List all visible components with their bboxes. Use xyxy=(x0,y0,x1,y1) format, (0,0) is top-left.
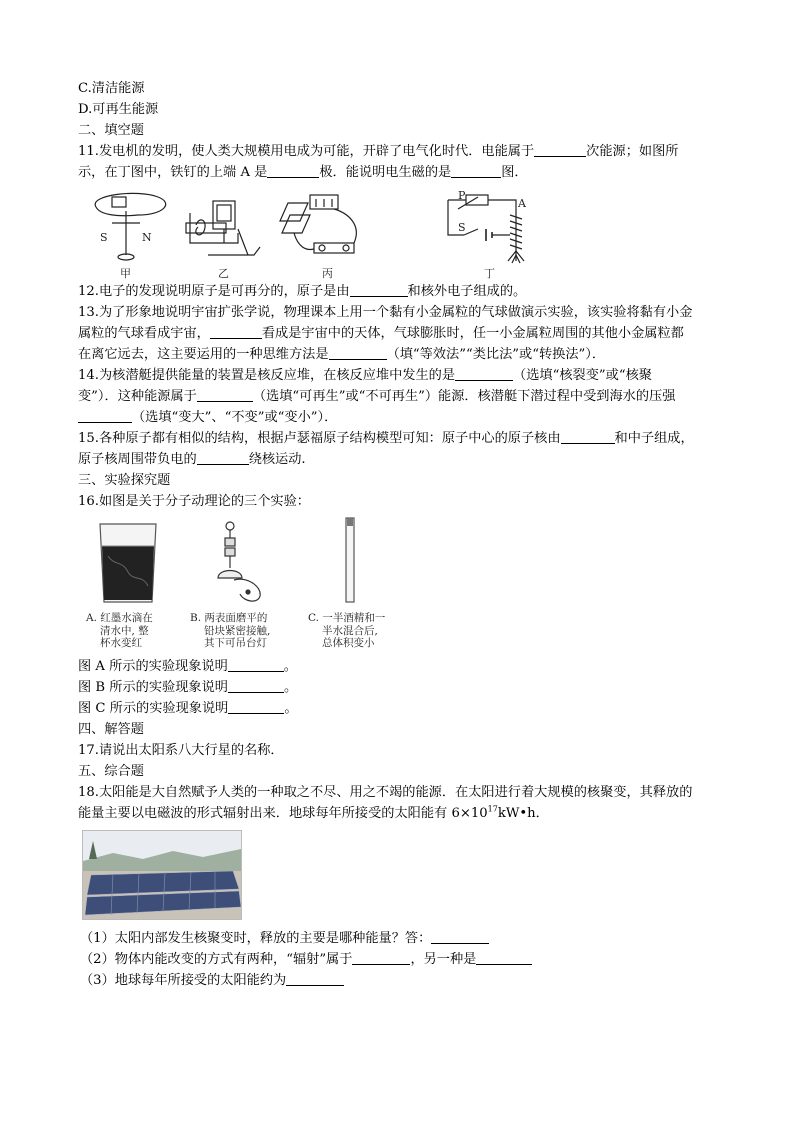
section-experiment-heading: 三、实验探究题 xyxy=(78,473,171,488)
q13-blank-2[interactable] xyxy=(329,345,387,360)
q11-fig-label-ding: 丁 xyxy=(484,267,495,280)
q11-blank-2[interactable] xyxy=(267,163,319,178)
option-d: D.可再生能源 xyxy=(78,102,159,117)
q11-fig-label-jia: 甲 xyxy=(120,267,131,280)
q16-blank-b[interactable] xyxy=(228,678,284,693)
q15-blank-2[interactable] xyxy=(197,450,249,465)
alcohol-water-tube-image xyxy=(306,516,396,606)
q14-blank-1[interactable] xyxy=(455,366,513,381)
q13-line2: 属粒的气球看成宇宙， 看成是宇宙中的天体，气球膨胀时，任一小金属粒周围的其他小金属粒都 xyxy=(78,326,684,341)
q11-fig-label-bing: 丙 xyxy=(322,267,333,280)
q11-fig-mark-a: A xyxy=(518,197,526,210)
q15-line2: 原子核周围带负电的 绕核运动. xyxy=(78,452,306,467)
q18-blank-2[interactable] xyxy=(352,950,410,965)
q13-blank-1[interactable] xyxy=(210,324,262,339)
q16-title: 16.如图是关于分子动理论的三个实验： xyxy=(78,494,310,509)
q13-line1: 13.为了形象地说明宇宙扩张学说，物理课本上用一个黏有小金属粒的气球做演示实验，该实验将黏有小金 xyxy=(78,305,693,320)
q11-fig-mark-p: P xyxy=(458,189,466,202)
worksheet-page xyxy=(78,78,720,991)
q11-fig-mark-n: N xyxy=(142,231,152,244)
q16-answer-c: 图 C 所示的实验现象说明 。 xyxy=(78,701,298,716)
section-fill-heading: 二、填空题 xyxy=(78,123,144,138)
q12: 12.电子的发现说明原子是可再分的，原子是由 和核外电子组成的。 xyxy=(78,284,527,299)
q18-blank-3[interactable] xyxy=(476,950,532,965)
q16-caption-c: C. 一半酒精和一 半水混合后, 总体积变小 xyxy=(308,612,386,649)
q11-figure-illustration xyxy=(78,185,558,281)
q11-line2: 示，在丁图中，铁钉的上端 A 是 极．能说明电生磁的是 图． xyxy=(78,165,528,180)
q15-line1: 15.各种原子都有相似的结构，根据卢瑟福原子结构模型可知：原子中心的原子核由 和中子组成， xyxy=(78,431,694,446)
q16-answer-b: 图 B 所示的实验现象说明 。 xyxy=(78,680,298,695)
lead-blocks-lamp-image xyxy=(190,516,300,606)
q14-line1: 14.为核潜艇提供能量的装置是核反应堆，在核反应堆中发生的是 （选填“核裂变”或“核聚 xyxy=(78,368,652,383)
q18-sub3: （3）地球每年所接受的太阳能约为 xyxy=(78,970,720,991)
solar-panel-image xyxy=(83,831,241,919)
solar-panel-photo xyxy=(82,830,242,920)
q16-answer-a: 图 A 所示的实验现象说明 。 xyxy=(78,659,297,674)
section-comprehensive-heading: 五、综合题 xyxy=(78,764,144,779)
q11-fig-mark-s2: S xyxy=(458,221,466,234)
q14-blank-3[interactable] xyxy=(78,408,132,423)
q17: 17.请说出太阳系八大行星的名称． xyxy=(78,743,284,758)
q15-blank-1[interactable] xyxy=(561,429,615,444)
q18-sub2: （2）物体内能改变的方式有两种，“辐射”属于 ，另一种是 xyxy=(78,949,720,970)
q18-sub1: （1）太阳内部发生核聚变时，释放的主要是哪种能量？答： xyxy=(78,928,720,949)
q16-caption-b: B. 两表面磨平的 铅块紧密接触, 其下可吊台灯 xyxy=(190,612,271,649)
q16-blank-c[interactable] xyxy=(228,699,284,714)
q14-blank-2[interactable] xyxy=(197,387,253,402)
q18-line2: 能量主要以电磁波的形式辐射出来．地球每年所接受的太阳能有 $6\times 10^{17}kW•h$． xyxy=(78,804,549,821)
q18-blank-4[interactable] xyxy=(286,971,344,986)
q13-line3: 在离它远去，这主要运用的一种思维方法是 （填“等效法”“类比法”或“转换法”）． xyxy=(78,347,606,362)
q11-figures xyxy=(78,185,720,281)
q14-line3: （选填“变大”、“不变”或“变小”）． xyxy=(78,407,720,428)
q12-blank[interactable] xyxy=(350,282,408,297)
section-answer-heading: 四、解答题 xyxy=(78,722,144,737)
q11-blank-1[interactable] xyxy=(534,142,586,157)
q16-panel-c xyxy=(306,516,396,656)
q18-line1: 18.太阳能是大自然赋予人类的一种取之不尽、用之不竭的能源．在太阳进行着大规模的核聚变，其释放的 xyxy=(78,785,693,800)
q14-line2: 变”）．这种能源属于 （选填“可再生”或“不可再生”）能源．核潜艇下潜过程中受到海水的压强 xyxy=(78,389,676,404)
q16-panel-a xyxy=(78,516,182,656)
option-c: C.清洁能源 xyxy=(78,81,145,96)
q16-panel-b xyxy=(190,516,300,656)
q16-blank-a[interactable] xyxy=(228,657,284,672)
q16-caption-a: A. 红墨水滴在 清水中, 整 杯水变红 xyxy=(86,612,153,649)
q11-blank-3[interactable] xyxy=(451,163,501,178)
q11-line1: 11.发电机的发明，使人类大规模用电成为可能，开辟了电气化时代．电能属于 次能源；如图所 xyxy=(78,144,679,159)
q11-fig-label-yi: 乙 xyxy=(218,267,229,280)
beaker-red-ink-image xyxy=(78,516,182,606)
q16-figures xyxy=(78,516,720,656)
q11-fig-mark-s: S xyxy=(100,231,108,244)
q18-blank-1[interactable] xyxy=(431,929,489,944)
